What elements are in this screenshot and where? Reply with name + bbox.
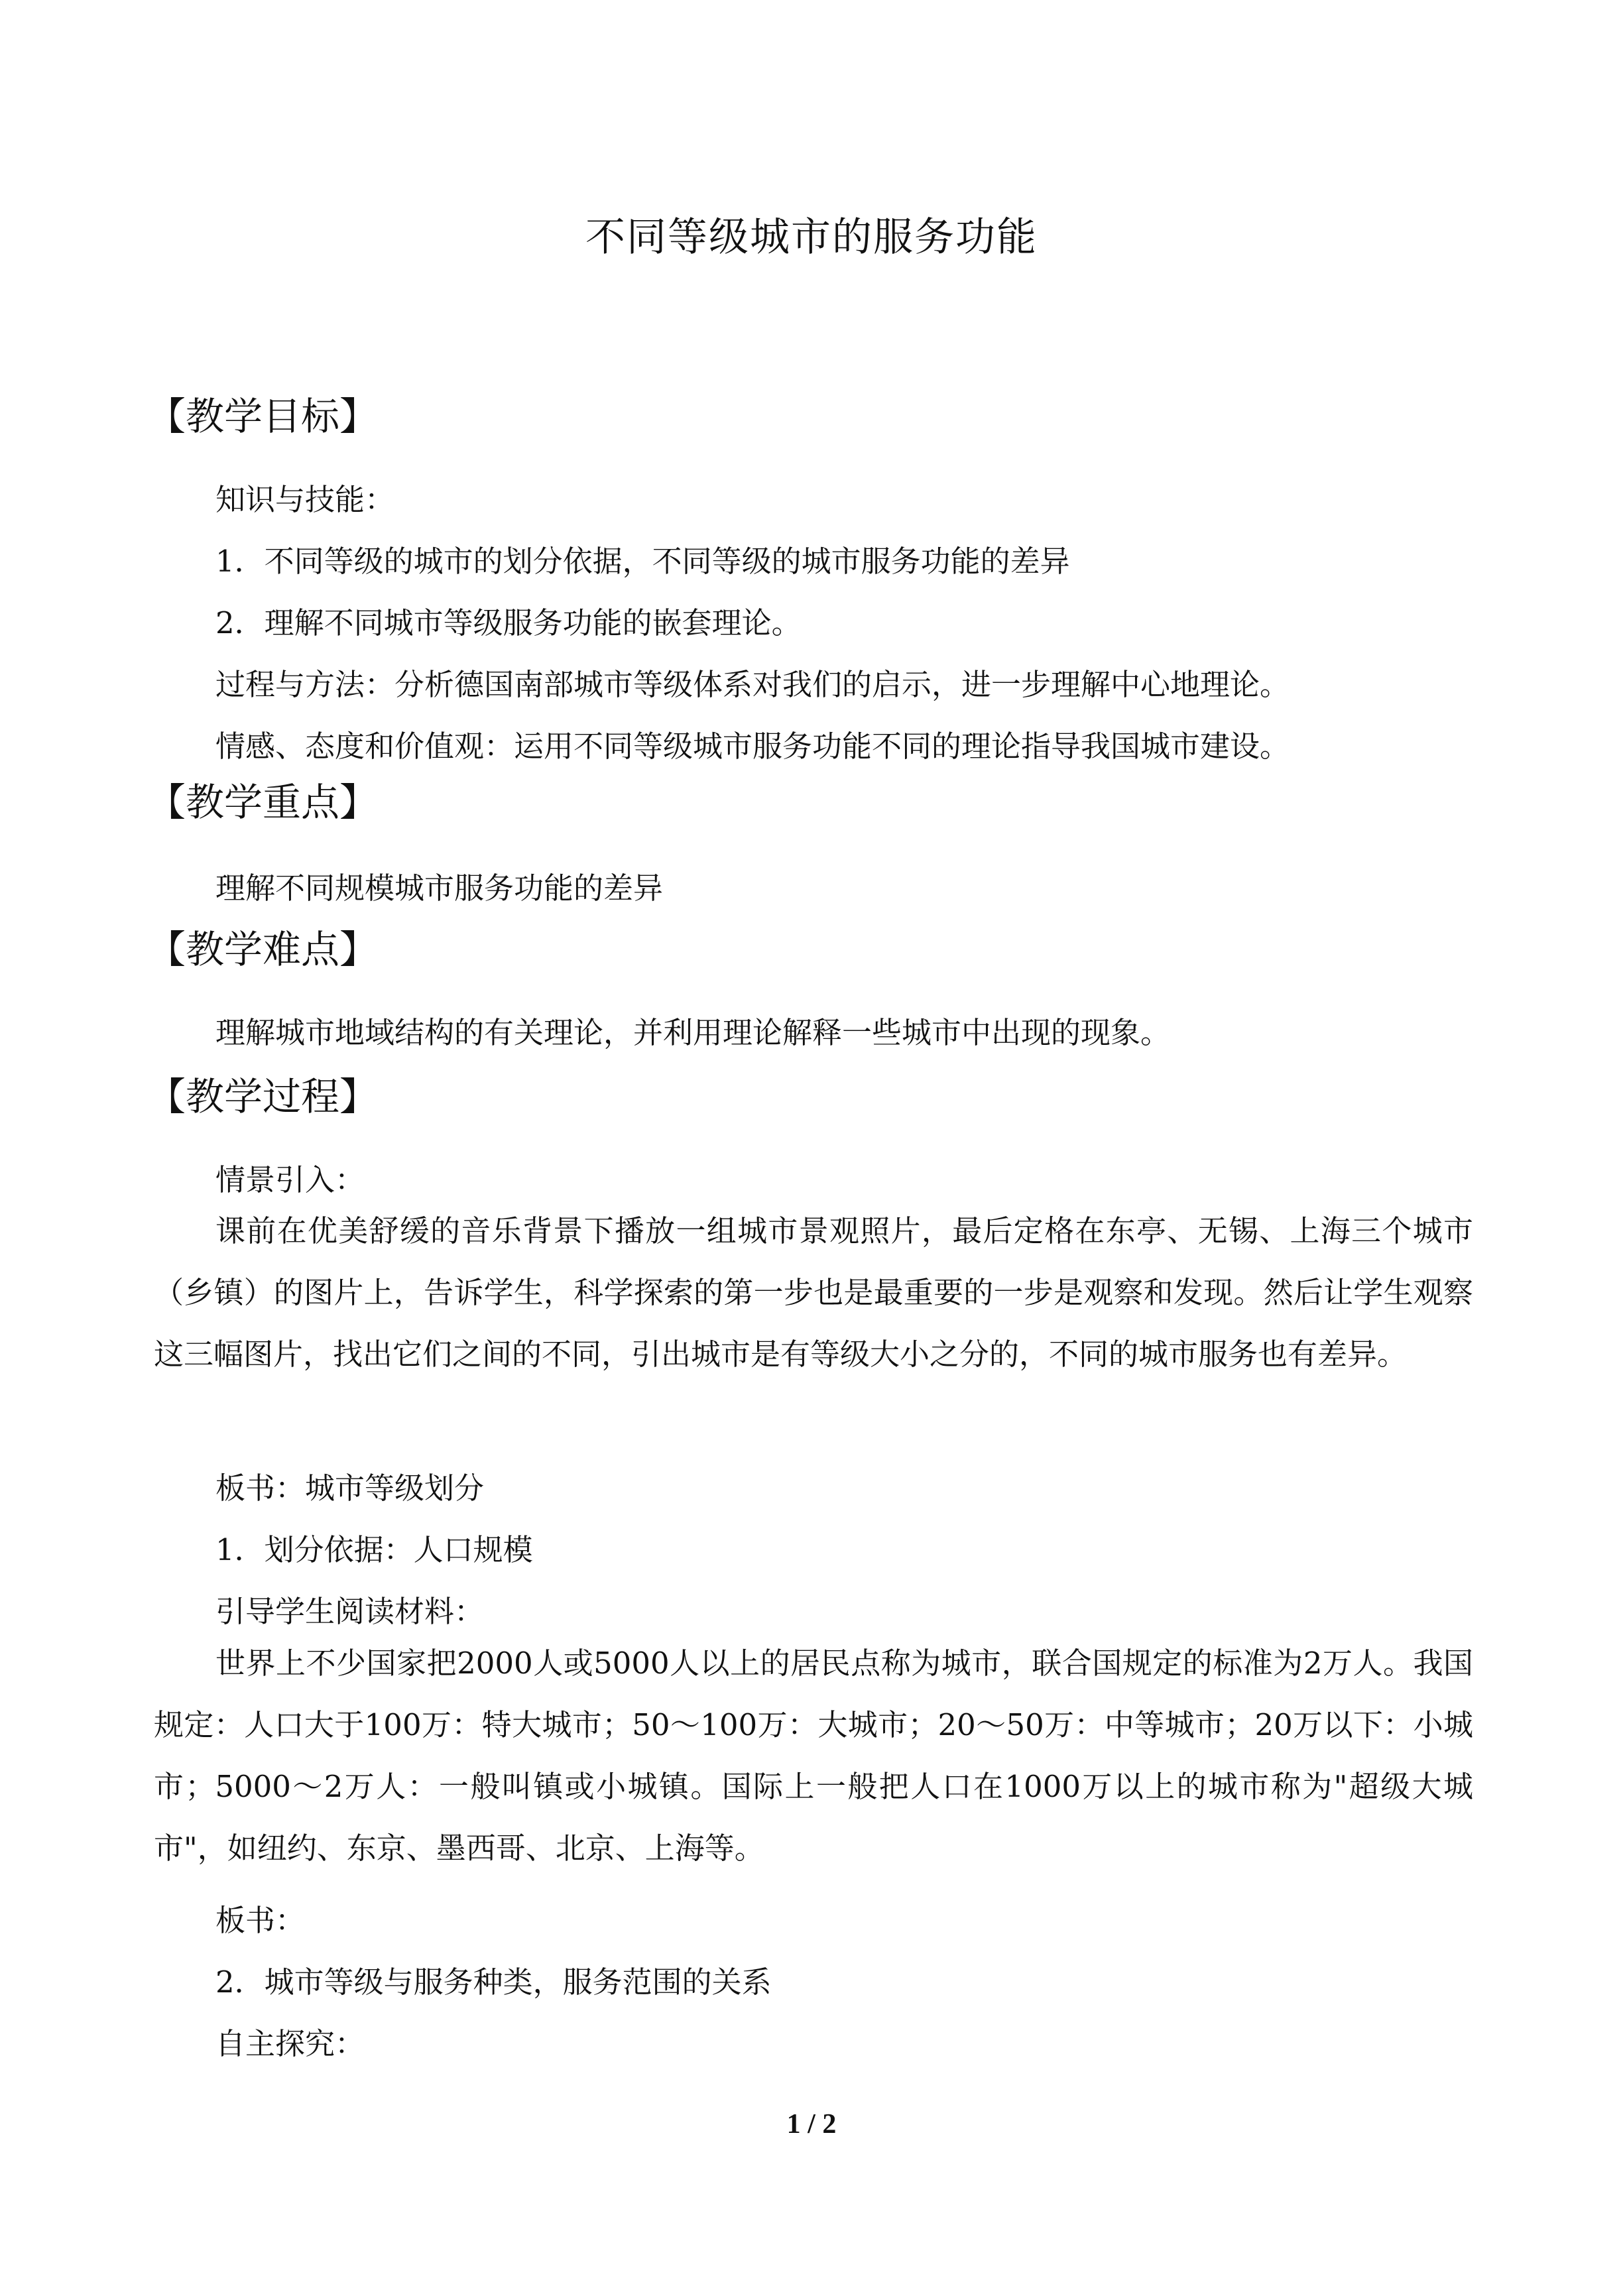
document-title: 不同等级城市的服务功能 — [585, 214, 1038, 261]
process-reading-paragraph: 世界上不少国家把2000人或5000人以上的居民点称为城市，联合国规定的标准为2万人。我国规定：人口大于100万：特大城市；50～100万：大城市；20～50万：中等城市；20万以下：小城市；5000～2万人：一般叫镇或小城镇。国际上一般把人口在1000万以上的城市称为"超级大城市"，如纽约、东京、墨西哥、北京、上海等。 — [154, 1646, 1473, 1866]
objectives-line-1: 知识与技能： — [215, 482, 395, 517]
objectives-line-5: 情感、态度和价值观：运用不同等级城市服务功能不同的理论指导我国城市建设。 — [215, 729, 1290, 764]
process-intro-label: 情景引入： — [215, 1162, 365, 1197]
heading-process: 【教学过程】 — [147, 1074, 379, 1119]
objectives-line-2: 1．不同等级的城市的划分依据，不同等级的城市服务功能的差异 — [215, 544, 1070, 579]
heading-objectives: 【教学目标】 — [147, 394, 379, 439]
process-board-2: 板书： — [215, 1903, 306, 1938]
page-number: 1 / 2 — [786, 2109, 837, 2140]
process-item-2: 2．城市等级与服务种类，服务范围的关系 — [215, 1964, 772, 2000]
process-board-1: 板书：城市等级划分 — [215, 1471, 485, 1506]
key-points-line-1: 理解不同规模城市服务功能的差异 — [215, 871, 664, 906]
heading-difficulties: 【教学难点】 — [147, 927, 379, 972]
objectives-line-3: 2．理解不同城市等级服务功能的嵌套理论。 — [215, 605, 802, 640]
process-intro-paragraph: 课前在优美舒缓的音乐背景下播放一组城市景观照片，最后定格在东亭、无锡、上海三个城市（乡镇）的图片上，告诉学生，科学探索的第一步也是最重要的一步是观察和发现。然后让学生观察这三幅图片，找出它们之间的不同，引出城市是有等级大小之分的，不同的城市服务也有差异。 — [154, 1213, 1473, 1372]
difficulties-line-1: 理解城市地域结构的有关理论，并利用理论解释一些城市中出现的现象。 — [215, 1015, 1171, 1050]
process-item-1: 1．划分依据：人口规模 — [215, 1532, 533, 1567]
heading-key-points: 【教学重点】 — [147, 780, 379, 825]
objectives-line-4: 过程与方法：分析德国南部城市等级体系对我们的启示，进一步理解中心地理论。 — [215, 667, 1290, 702]
process-inquiry: 自主探究： — [215, 2026, 365, 2061]
process-guide: 引导学生阅读材料： — [215, 1594, 485, 1629]
